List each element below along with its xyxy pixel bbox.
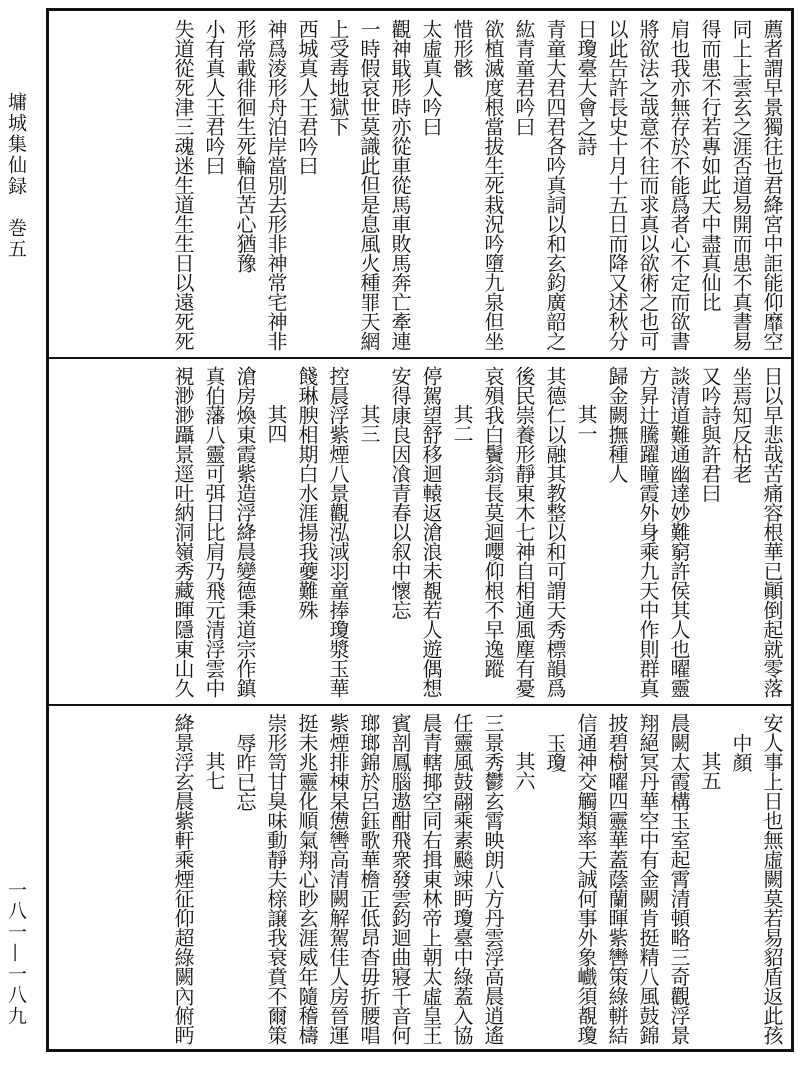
text-column: 薦者謂早景獨往也君絳宮中詎能仰靡空 [760,19,784,351]
text-column: 上受毒地獄下 [326,19,350,136]
text-column: 安人事上日也無虛闕莫若易貂盾返此孩 [760,713,784,1045]
poem-heading: 其六 [512,751,536,790]
text-column: 談清道難通幽達妙難窮許侯其人也曜靈 [667,366,691,698]
text-column: 晨闕太霞構玉室起霄清頓略三奇觀浮景 [667,713,691,1045]
page-number: 一八一—一八九 [5,880,27,1027]
text-column: 哀殞我白鬢翁長莫迴嚶仰根不早逸蹤 [481,366,505,678]
text-column: 餞琳腴相期白水涯揚我䕫難殊 [295,366,319,620]
text-column: 停駕望舒移迴轅返滄浪未覩若人遊偶想 [419,366,443,698]
text-column: 一時假哀世莫識此但是息風火種罪天網 [357,19,381,351]
text-column: 觀神戢形時亦從車從馬車敗馬奔亡牽連 [388,19,412,351]
poem-heading: 其七 [202,751,226,790]
text-column: 任靈風鼓翮乘素飈竦眄瓊臺中綠蓋入協 [450,713,474,1045]
poem-heading: 其二 [450,404,474,443]
text-column: 又吟詩與許君曰 [698,366,722,503]
text-column: 惜形骸 [450,19,474,78]
text-column: 欲植滅度根當拔生死栽況吟墮九泉但坐 [481,19,505,351]
book-title: 墉城集仙録 巻五 [5,92,27,260]
text-column: 形常載徘徊生死輪但苦心猶豫 [233,19,257,273]
text-column: 挺未兆靈化順氣翔心眇玄涯威年隨稽檮 [295,713,319,1045]
text-column: 將欲法之哉意不往而求真以欲術之也可 [636,19,660,351]
text-column: 坐焉知反枯老 [729,366,753,483]
text-column: 信通神交觸類率天誠何事外象巇須覩瓊 [574,713,598,1045]
text-column: 小有真人王君吟曰 [202,19,226,175]
poem-heading: 其五 [698,751,722,790]
text-panel-bottom [49,705,791,1049]
text-column: 視渺渺躡景逕吐納洞嶺秀藏暉隱東山久 [171,366,195,698]
text-column: 太虛真人吟曰 [419,19,443,136]
text-column: 西城真人王君吟曰 [295,19,319,175]
text-column: 控晨浮紫煙八景觀泓淢羽童捧瓊漿玉華 [326,366,350,698]
text-column: 失道從死津三魂迷生道生生日以遠死死 [171,19,195,351]
text-column: 方昇辻騰躍瞳霞外身乘九天中作則群真 [636,366,660,698]
text-column: 三景秀鬱玄霄映朗八方丹雲浮高晨逍遙 [481,713,505,1045]
text-column: 晨青轄揶空同右揖東林帝上朝太虛皇王 [419,713,443,1045]
text-column: 真伯藩八靈可弭日比肩乃飛元清浮雲中 [202,366,226,698]
text-column: 滄房煥東霞紫造浮絳晨變德秉道宗作鎮 [233,366,257,698]
text-column: 玉瓊 [543,733,567,772]
text-column: 日瓊臺大會之詩 [574,19,598,156]
text-column: 同上上雲玄之涯否道易開而患不真書易 [729,19,753,351]
text-column: 紫煙排棟杲憊轡高清闕解駕佳人房晉運 [326,713,350,1045]
poem-heading: 其三 [357,404,381,443]
poem-heading: 其一 [574,404,598,443]
text-column: 後民崇養形靜東木七神自相通風塵有憂 [512,366,536,698]
text-column: 歸金闕撫種人 [605,366,629,483]
text-panel-top [49,11,791,357]
text-column: 肩也我亦無存於不能爲者心不定而欲書 [667,19,691,351]
text-column: 賓剖鳳腦遨酣飛衆發雲鈞迴曲寢千音何 [388,713,412,1045]
text-column: 瑯瑯錦於呂鈺歌華檐正低昂杳毋折腰唱 [357,713,381,1045]
text-column: 崇形笥甘臭味動靜夫榇譲我衰賁不爾策 [264,713,288,1045]
poem-heading: 其四 [264,404,288,443]
text-panel-middle [49,358,791,704]
text-column: 其德仁以融其教整以和可謂天秀標韻爲 [543,366,567,698]
text-column: 辱昨已忘 [233,733,257,811]
page-frame [46,8,794,1052]
text-column: 安得康良因飡青春以叙中懷忘 [388,366,412,620]
text-column: 披碧樹曜四靈華蓋蔭蘭暉紫轡策綠軿結 [605,713,629,1045]
text-column: 得而患不行若專如此天中盡真仙比 [698,19,722,312]
text-column: 以此告許長史十月十五日而降又述秋分 [605,19,629,351]
text-column: 神爲淩形舟泊岸當別去形非神常宅神非 [264,19,288,351]
text-column: 紘青童君吟曰 [512,19,536,136]
text-column: 日以早悲哉苦痛容根華已顚倒起就零落 [760,366,784,698]
text-column: 青童大君四君各吟真詞以和玄鈞廣韶之 [543,19,567,351]
text-column: 絳景浮玄晨紫軒乘煙征仰超綠闕內俯眄 [171,713,195,1045]
text-column: 翔絕冥丹華空中有金闕肯挺精八風鼓錦 [636,713,660,1045]
text-column: 中顏 [729,733,753,772]
